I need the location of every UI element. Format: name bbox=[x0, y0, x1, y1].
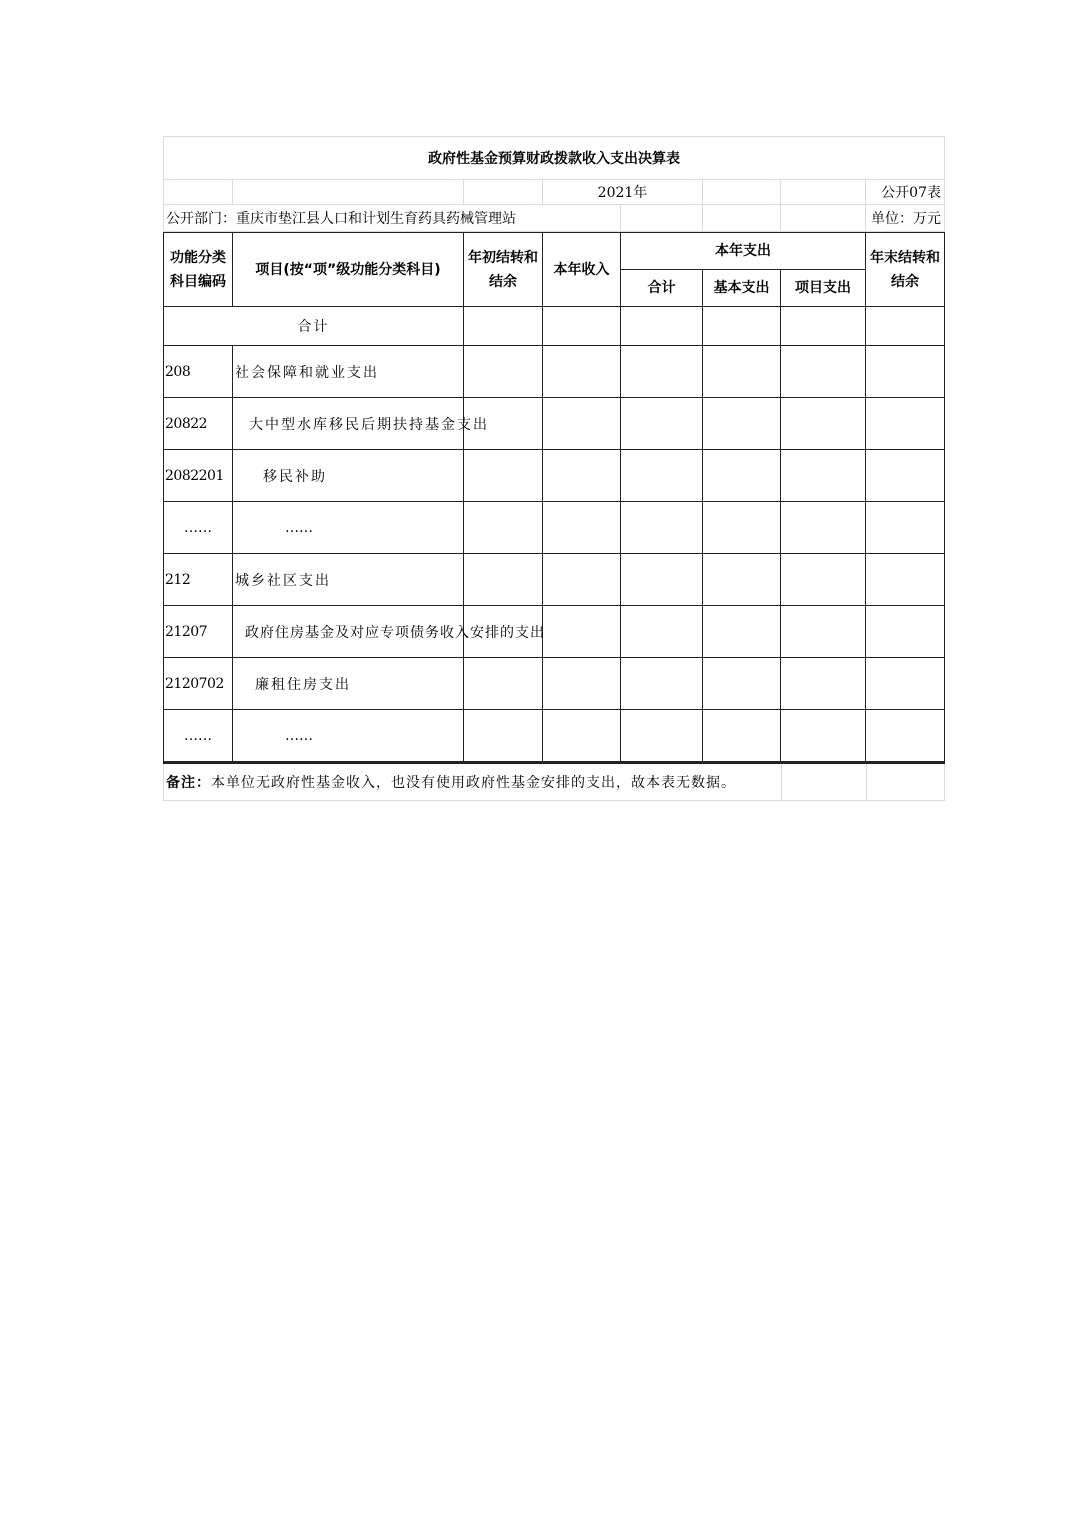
row-code: 21207 bbox=[164, 606, 233, 658]
row-item: 社会保障和就业支出 bbox=[233, 346, 464, 398]
unit-label: 单位：万元 bbox=[866, 205, 945, 232]
budget-sheet bbox=[163, 136, 944, 801]
note-label: 备注： bbox=[166, 775, 211, 791]
department-label: 公开部门：重庆市垫江县人口和计划生育药具药械管理站 bbox=[164, 205, 621, 232]
header-opening-balance: 年初结转和结余 bbox=[464, 233, 543, 307]
sheet-footer bbox=[163, 762, 945, 801]
row-item: 大中型水库移民后期扶持基金支出 bbox=[233, 398, 464, 450]
header-exp-basic: 基本支出 bbox=[703, 270, 781, 307]
row-item: 政府住房基金及对应专项债务收入安排的支出 bbox=[233, 606, 464, 658]
report-year: 2021年 bbox=[543, 180, 703, 205]
table-row bbox=[164, 606, 945, 658]
table-cell bbox=[703, 307, 781, 346]
table-cell bbox=[621, 307, 703, 346]
table-row bbox=[164, 346, 945, 398]
row-item: …… bbox=[233, 502, 464, 554]
row-code: …… bbox=[164, 502, 233, 554]
header-income: 本年收入 bbox=[543, 233, 621, 307]
sheet-header bbox=[163, 136, 945, 232]
table-row bbox=[164, 658, 945, 710]
header-exp-project: 项目支出 bbox=[781, 270, 866, 307]
row-code: 2120702 bbox=[164, 658, 233, 710]
table-row bbox=[164, 710, 945, 762]
table-cell bbox=[866, 307, 945, 346]
budget-table bbox=[163, 232, 945, 762]
header-item: 项目(按“项”级功能分类科目) bbox=[233, 233, 464, 307]
header-expenditure: 本年支出 bbox=[621, 233, 866, 270]
row-code: 212 bbox=[164, 554, 233, 606]
table-row bbox=[164, 554, 945, 606]
table-cell bbox=[464, 307, 543, 346]
table-row bbox=[164, 502, 945, 554]
total-label: 合计 bbox=[164, 307, 464, 346]
table-row bbox=[164, 398, 945, 450]
table-cell bbox=[543, 307, 621, 346]
header-exp-total: 合计 bbox=[621, 270, 703, 307]
table-number: 公开07表 bbox=[866, 180, 945, 205]
header-closing-balance: 年末结转和结余 bbox=[866, 233, 945, 307]
row-item: 廉租住房支出 bbox=[233, 658, 464, 710]
row-item: 移民补助 bbox=[233, 450, 464, 502]
table-cell bbox=[781, 307, 866, 346]
row-code: 20822 bbox=[164, 398, 233, 450]
row-code: 208 bbox=[164, 346, 233, 398]
header-code: 功能分类科目编码 bbox=[164, 233, 233, 307]
table-row bbox=[164, 450, 945, 502]
footer-note bbox=[164, 763, 782, 801]
note-text: 本单位无政府性基金收入，也没有使用政府性基金安排的支出，故本表无数据。 bbox=[211, 775, 736, 791]
row-code: …… bbox=[164, 710, 233, 762]
row-item: 城乡社区支出 bbox=[233, 554, 464, 606]
row-code: 2082201 bbox=[164, 450, 233, 502]
page-title: 政府性基金预算财政拨款收入支出决算表 bbox=[164, 137, 945, 180]
row-item: …… bbox=[233, 710, 464, 762]
